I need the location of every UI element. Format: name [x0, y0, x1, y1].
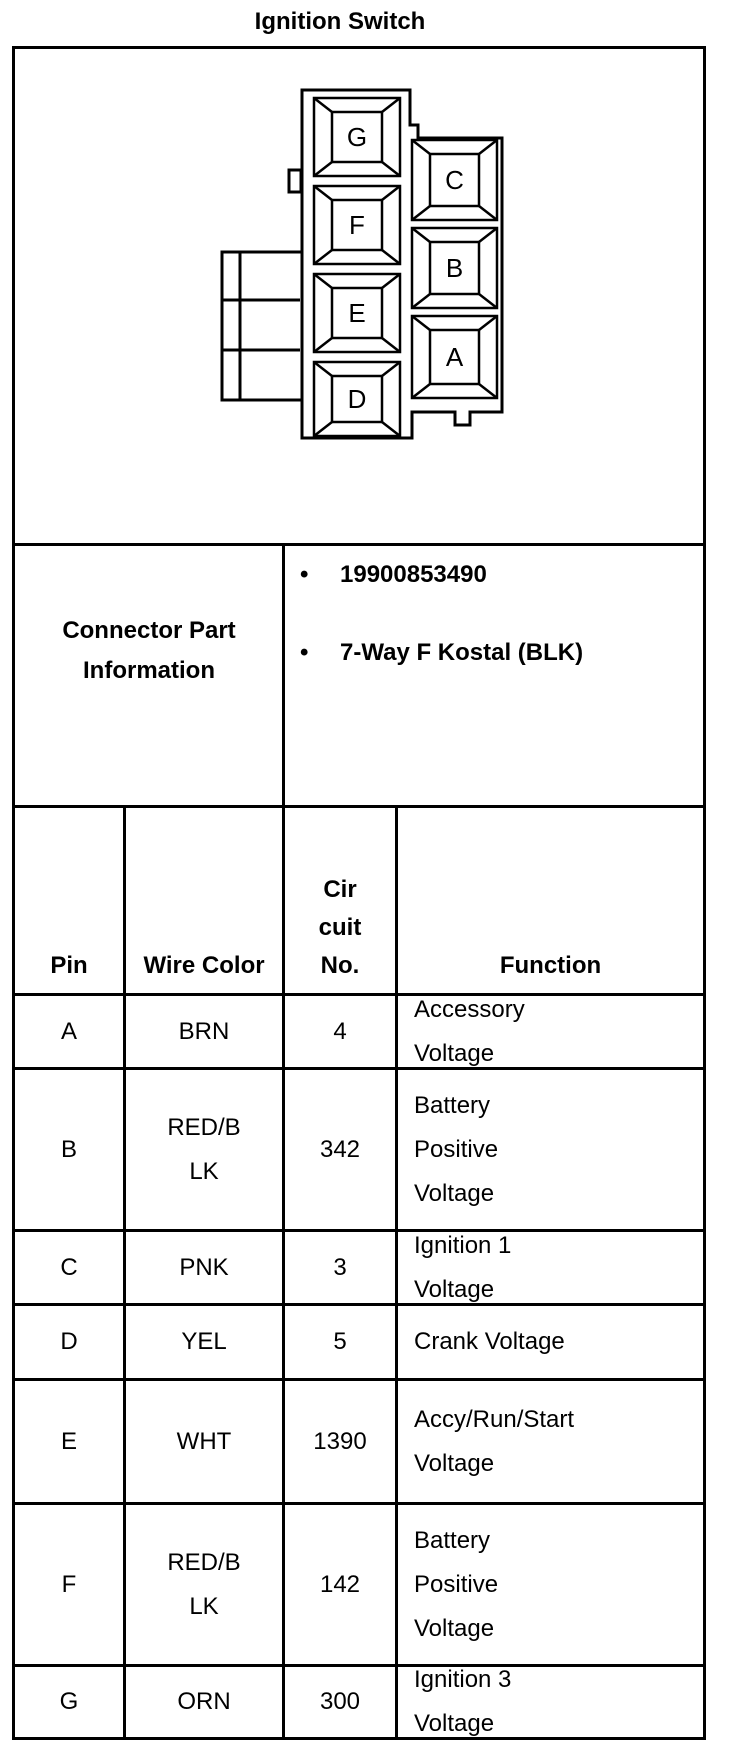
connector-cavities [314, 98, 497, 436]
function-cell: Accessory Voltage [414, 995, 525, 1067]
circuit-cell: 342 [319, 1135, 361, 1163]
function-cell: Battery Positive Voltage [414, 1091, 499, 1207]
circuit-cell: 5 [333, 1328, 347, 1355]
circuit-cell: 4 [333, 1017, 347, 1045]
wire-color-cell: YEL [181, 1328, 227, 1355]
page-title: Ignition Switch [254, 8, 426, 35]
pin-cell: G [59, 1688, 79, 1715]
circuit-cell: 1390 [313, 1427, 367, 1455]
connector-cavity-c [412, 140, 497, 220]
connector-cavity-d [314, 362, 400, 436]
header-function: Function [499, 952, 602, 979]
header-pin: Pin [50, 952, 88, 979]
connector-pin-label: D [347, 384, 367, 414]
pin-cell: A [60, 1017, 77, 1045]
header-wire-color: Wire Color [143, 952, 265, 979]
wire-color-cell: BRN [178, 1017, 230, 1045]
wire-color-cell: PNK [179, 1253, 229, 1281]
connector-part-info-list [300, 560, 583, 716]
wire-color-cell: RED/B LK [167, 1113, 241, 1185]
connector-cavity-g [314, 98, 400, 176]
connector-pin-label: B [445, 253, 464, 283]
circuit-cell: 3 [333, 1253, 347, 1281]
connector-cavity-a [412, 316, 497, 398]
connector-cavity-e [314, 274, 400, 352]
connector-pin-label: F [349, 210, 365, 240]
connector-pin-label: A [445, 342, 464, 372]
circuit-cell: 142 [319, 1570, 361, 1598]
function-cell: Crank Voltage [414, 1328, 565, 1355]
pin-cell: C [60, 1253, 78, 1281]
function-cell: Ignition 1 Voltage [414, 1231, 512, 1303]
part-number: • 19900853490 [300, 560, 583, 638]
pin-cell: D [60, 1328, 78, 1355]
connector-pin-label: C [445, 165, 464, 195]
pin-cell: E [60, 1427, 77, 1455]
connector-cavity-f [314, 186, 400, 264]
wire-color-cell: WHT [176, 1427, 232, 1455]
connector-description: • 7-Way F Kostal (BLK) [300, 638, 583, 716]
circuit-cell: 300 [319, 1688, 361, 1715]
function-cell: Battery Positive Voltage [414, 1526, 499, 1642]
connector-cavity-b [412, 228, 497, 308]
connector-pin-label: G [346, 122, 368, 152]
connector-part-info-label: Connector Part Information [62, 617, 236, 684]
function-cell: Ignition 3 Voltage [414, 1666, 512, 1737]
connector-diagram [0, 0, 736, 480]
header-circuit-no: Cir cuit No. [318, 876, 362, 979]
pin-cell: F [61, 1570, 77, 1598]
wire-color-cell: RED/B LK [167, 1548, 241, 1620]
pin-cell: B [60, 1135, 77, 1163]
function-cell: Accy/Run/Start Voltage [414, 1405, 575, 1477]
wire-color-cell: ORN [177, 1688, 231, 1715]
connector-pin-label: E [348, 298, 366, 328]
